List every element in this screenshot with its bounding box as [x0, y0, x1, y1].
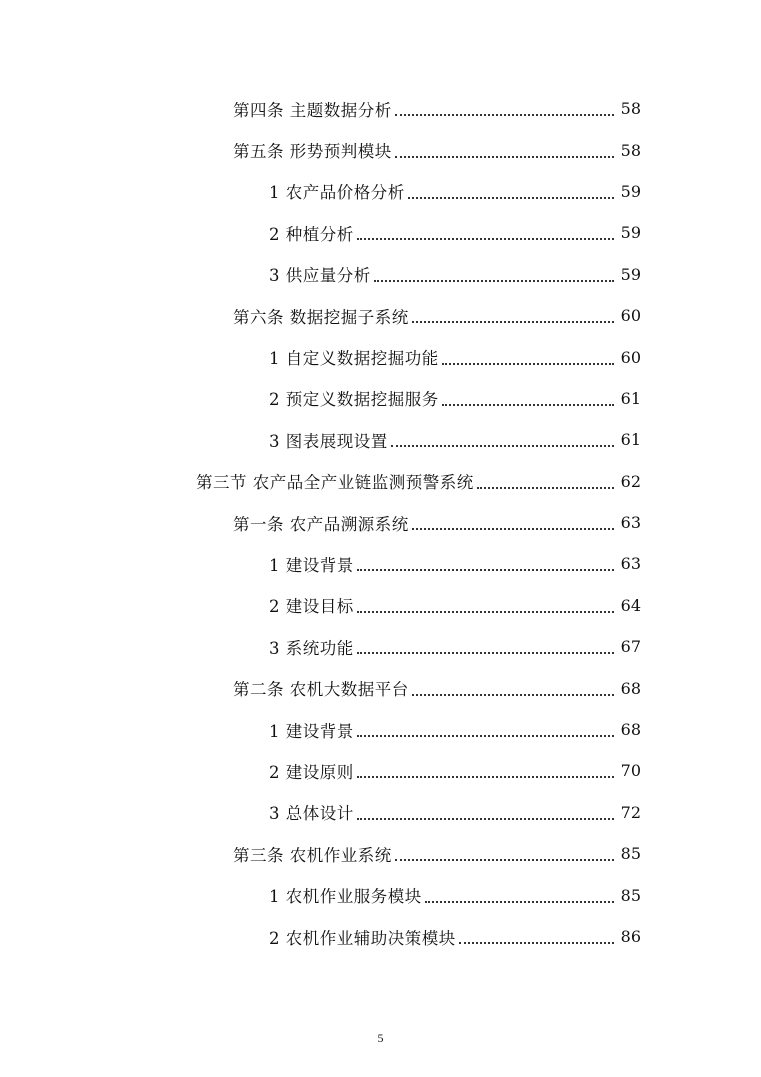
- toc-entry-page: 61: [620, 388, 641, 408]
- toc-entry-title: 第五条 形势预判模块: [233, 142, 392, 162]
- toc-entry-title: 第四条 主题数据分析: [233, 100, 392, 120]
- toc-entry-title: 3 系统功能: [269, 638, 354, 658]
- toc-entry[interactable]: [0, 667, 761, 708]
- toc-entry[interactable]: [0, 502, 761, 543]
- toc-entry-title: 1 自定义数据挖掘功能: [269, 349, 439, 369]
- toc-entry[interactable]: [0, 171, 761, 212]
- toc-leader-dots: [442, 362, 614, 365]
- toc-entry-title: 2 预定义数据挖掘服务: [269, 390, 439, 410]
- toc-entry[interactable]: [0, 88, 761, 129]
- toc-entry-page: 68: [620, 720, 641, 740]
- toc-leader-dots: [357, 651, 614, 654]
- toc-leader-dots: [408, 196, 614, 199]
- toc-entry-title: 第三条 农机作业系统: [233, 845, 392, 865]
- toc-leader-dots: [391, 444, 614, 447]
- toc-entry[interactable]: [0, 543, 761, 584]
- toc-entry-page: 60: [620, 306, 641, 326]
- toc-entry-page: 61: [620, 430, 641, 450]
- toc-entry-title: 3 总体设计: [269, 804, 354, 824]
- toc-entry-page: 85: [620, 844, 641, 864]
- toc-entry[interactable]: [0, 916, 761, 957]
- toc-leader-dots: [374, 279, 614, 282]
- toc-leader-dots: [412, 527, 614, 530]
- toc-entry[interactable]: [0, 336, 761, 377]
- toc-entry[interactable]: [0, 212, 761, 253]
- toc-entry-page: 85: [620, 885, 641, 905]
- toc-entry-page: 59: [620, 264, 641, 284]
- toc-entry-title: 2 农机作业辅助决策模块: [269, 928, 456, 948]
- toc-entry[interactable]: [0, 833, 761, 874]
- toc-entry-title: 1 建设背景: [269, 721, 354, 741]
- toc-leader-dots: [357, 775, 614, 778]
- toc-entry-page: 63: [620, 513, 641, 533]
- toc-entry[interactable]: [0, 626, 761, 667]
- toc-entry-page: 58: [620, 99, 641, 119]
- toc-leader-dots: [357, 568, 614, 571]
- toc-entry[interactable]: [0, 585, 761, 626]
- toc-entry-page: 86: [620, 927, 641, 946]
- toc-leader-dots: [357, 817, 614, 820]
- toc-entry[interactable]: [0, 792, 761, 833]
- toc-entry-page: 59: [620, 223, 641, 243]
- toc-entry-title: 3 图表展现设置: [269, 431, 388, 451]
- toc-entry-title: 1 建设背景: [269, 555, 354, 575]
- toc-entry-title: 2 种植分析: [269, 224, 354, 244]
- toc-leader-dots: [477, 486, 614, 489]
- toc-entry[interactable]: [0, 419, 761, 460]
- table-of-contents: [0, 88, 761, 957]
- toc-entry-title: 2 建设目标: [269, 597, 354, 617]
- toc-entry-page: 58: [620, 140, 641, 160]
- toc-entry-page: 67: [620, 637, 641, 657]
- toc-entry[interactable]: [0, 129, 761, 170]
- toc-entry-title: 2 建设原则: [269, 762, 354, 782]
- toc-leader-dots: [357, 734, 614, 737]
- toc-entry[interactable]: [0, 874, 761, 915]
- toc-entry-page: 62: [620, 471, 641, 491]
- toc-entry[interactable]: [0, 709, 761, 750]
- toc-leader-dots: [395, 858, 614, 861]
- toc-entry[interactable]: [0, 254, 761, 295]
- toc-entry-title: 1 农机作业服务模块: [269, 887, 422, 907]
- toc-entry-page: 63: [620, 554, 641, 574]
- toc-entry-title: 第六条 数据挖掘子系统: [233, 307, 409, 327]
- toc-leader-dots: [459, 941, 614, 944]
- toc-entry-page: 70: [620, 761, 641, 781]
- toc-leader-dots: [395, 155, 614, 158]
- toc-leader-dots: [357, 610, 614, 613]
- toc-entry[interactable]: [0, 378, 761, 419]
- toc-leader-dots: [412, 693, 614, 696]
- toc-leader-dots: [412, 320, 614, 323]
- toc-entry-page: 64: [620, 595, 641, 615]
- toc-leader-dots: [442, 403, 614, 406]
- toc-entry[interactable]: [0, 295, 761, 336]
- toc-entry-page: 60: [620, 347, 641, 367]
- toc-entry-title: 第一条 农产品溯源系统: [233, 514, 409, 534]
- toc-entry[interactable]: [0, 461, 761, 502]
- toc-entry[interactable]: [0, 750, 761, 791]
- toc-entry-title: 第二条 农机大数据平台: [233, 680, 409, 700]
- toc-entry-title: 1 农产品价格分析: [269, 183, 405, 203]
- toc-leader-dots: [395, 113, 614, 116]
- toc-entry-page: 59: [620, 181, 641, 201]
- toc-entry-title: 第三节 农产品全产业链监测预警系统: [196, 473, 474, 493]
- toc-entry-title: 3 供应量分析: [269, 266, 371, 286]
- page-number: 5: [377, 1031, 384, 1045]
- toc-leader-dots: [357, 237, 614, 240]
- toc-entry-page: 68: [620, 678, 641, 698]
- toc-entry-page: 72: [620, 802, 641, 822]
- toc-leader-dots: [425, 900, 614, 903]
